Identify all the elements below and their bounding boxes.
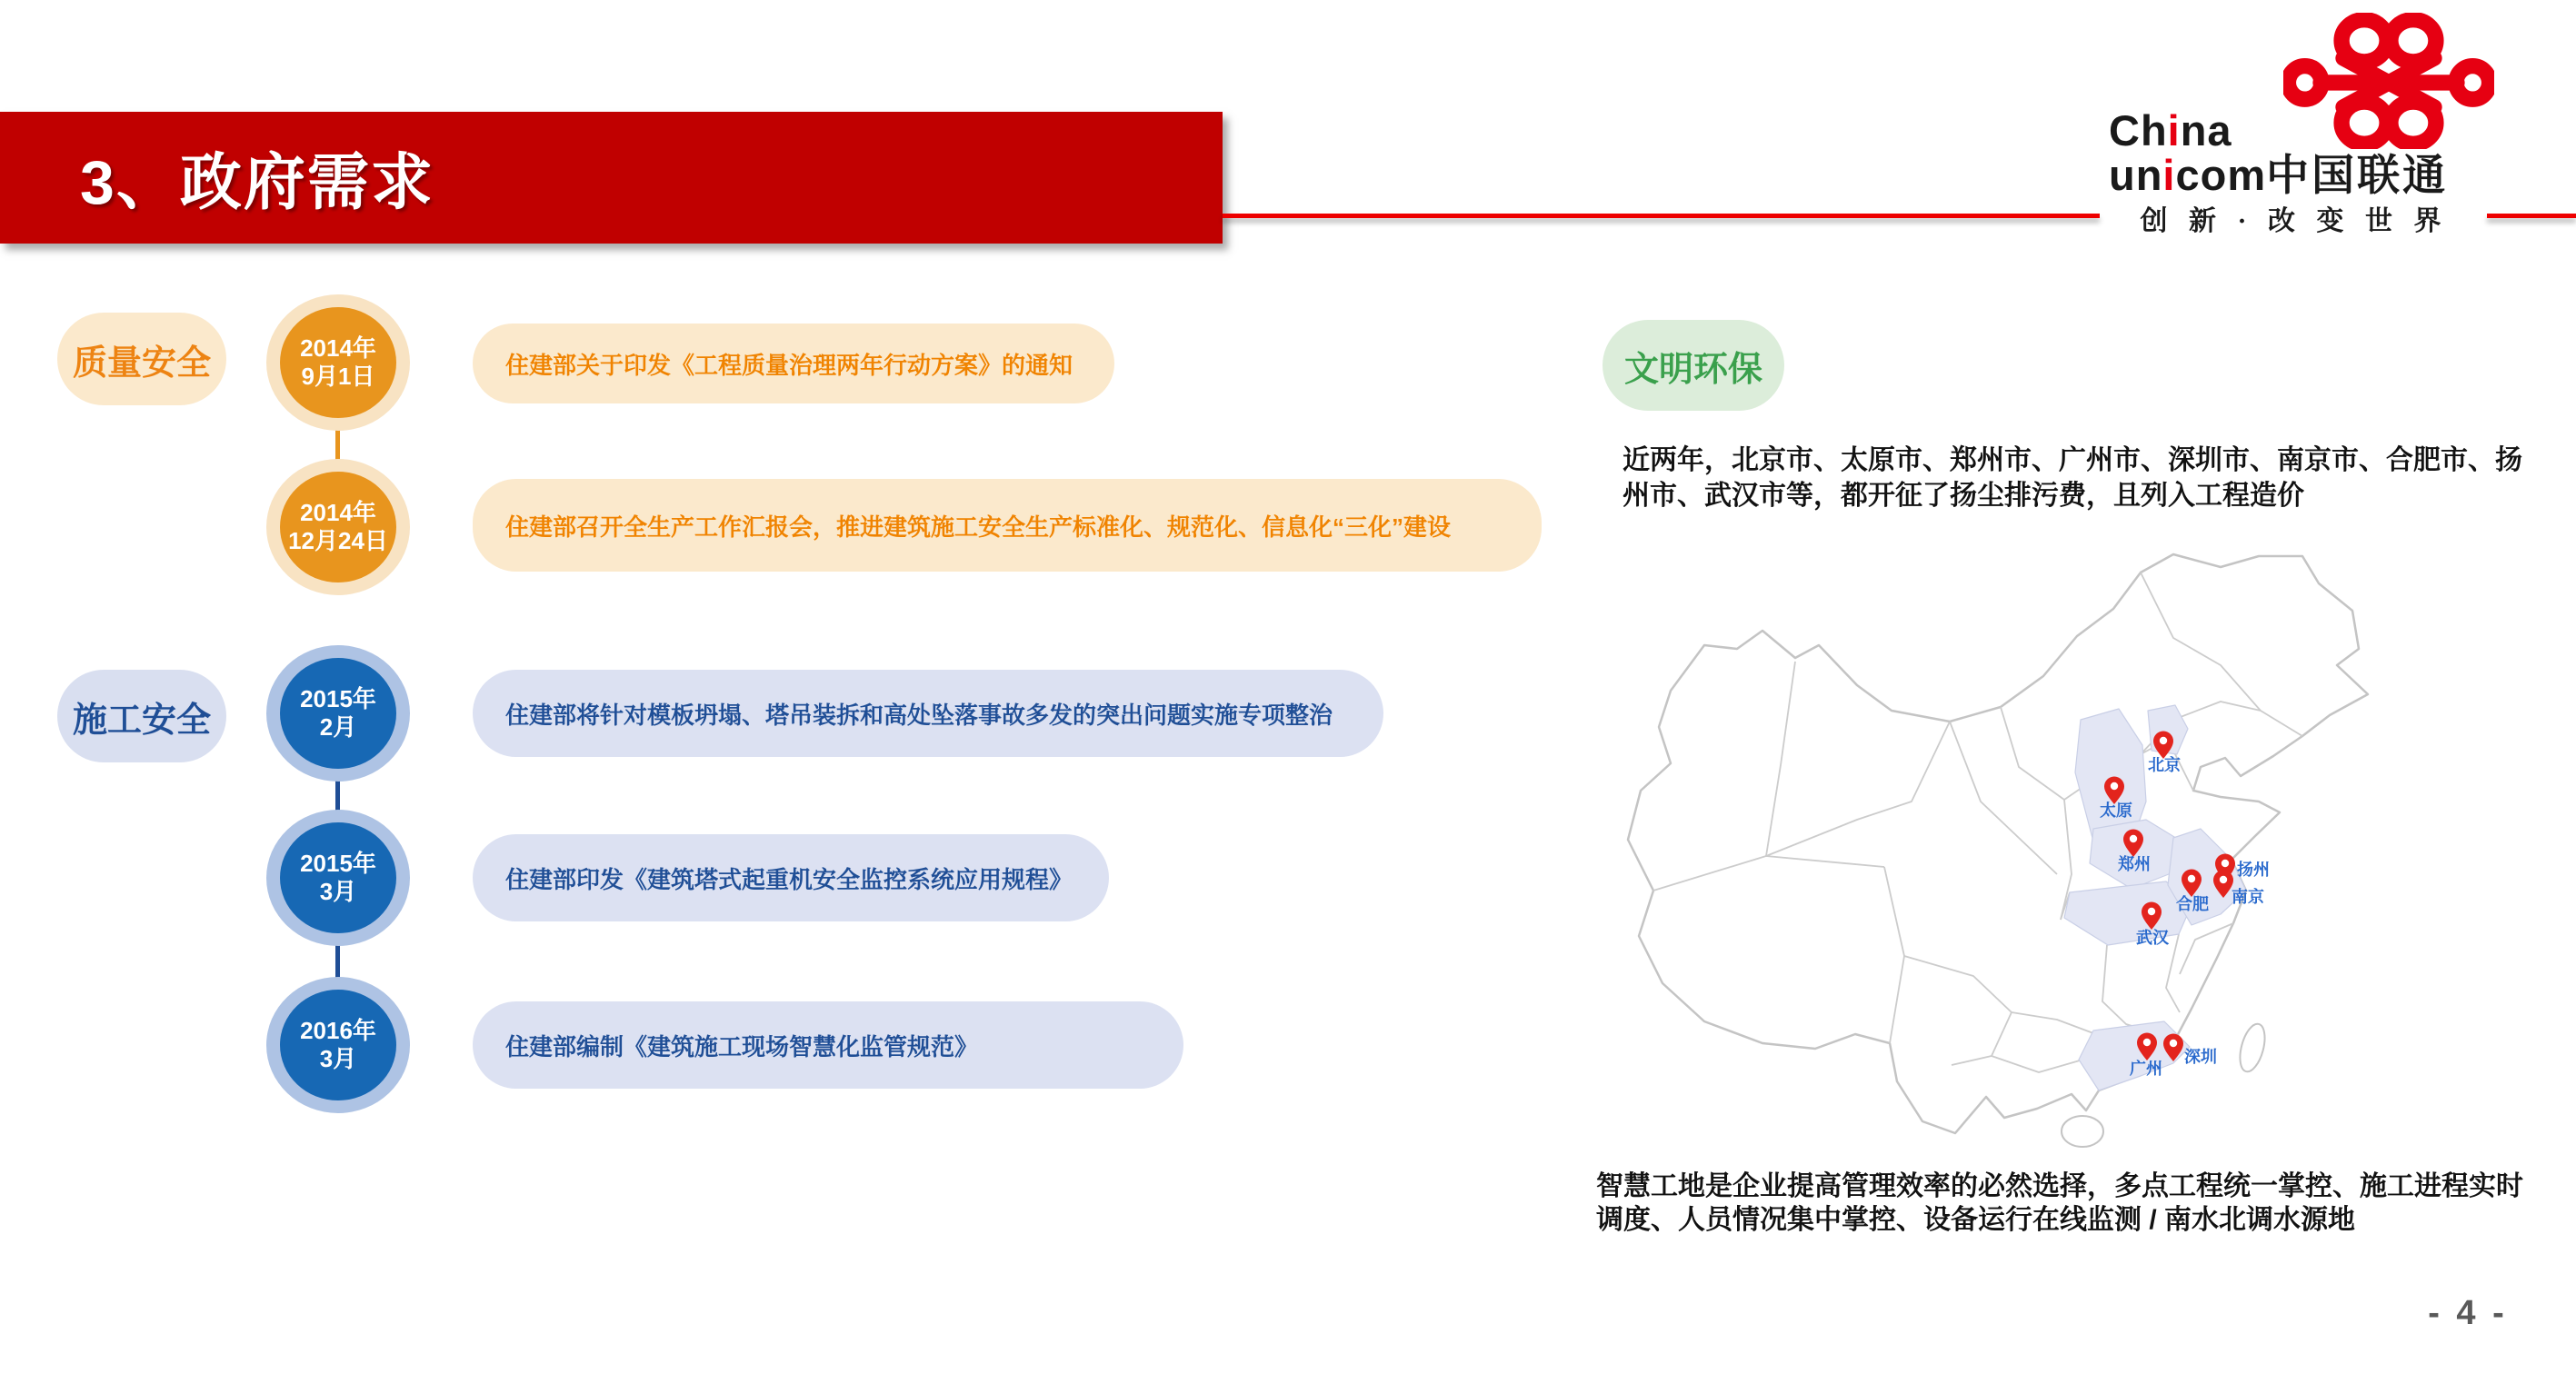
city-label-beijing: 北京 (2148, 756, 2181, 774)
header-rule-left (1223, 214, 2100, 218)
city-label-shenzhen: 深圳 (2184, 1048, 2217, 1066)
logo-line1: China (2109, 106, 2232, 154)
timeline-node-2014-12 (266, 459, 410, 595)
hainan-island (2062, 1116, 2103, 1147)
logo-tagline: 创 新 · 改 变 世 界 (2140, 206, 2449, 236)
timeline-node-2014-09 (266, 294, 410, 431)
city-label-yangzhou: 扬州 (2237, 861, 2270, 879)
city-label-nanjing: 南京 (2232, 888, 2264, 906)
group-label-quality-safety: 质量安全 (57, 313, 226, 405)
environment-summary-text: 智慧工地是企业提高管理效率的必然选择，多点工程统一掌控、施工进程实时调度、人员情况集中掌控、设备运行在线监测 / 南水北调水源地 (1596, 1171, 2523, 1235)
timeline-date: 2014年 9月1日 (280, 307, 396, 418)
timeline-date: 2016年 3月 (280, 990, 396, 1100)
timeline-date: 2014年 12月24日 (280, 472, 396, 582)
china-map (1584, 529, 2480, 1158)
timeline-node-2015-02 (266, 645, 410, 782)
environment-intro-text: 近两年，北京市、太原市、郑州市、广州市、深圳市、南京市、合肥市、扬州市、武汉市等，都开征了扬尘排污费，且列入工程造价 (1622, 445, 2522, 511)
timeline-event-text: 住建部编制《建筑施工现场智慧化监管规范》 (473, 1001, 1183, 1089)
city-label-wuhan: 武汉 (2136, 929, 2169, 947)
group-label-environment: 文明环保 (1603, 320, 1784, 411)
timeline-date: 2015年 2月 (280, 658, 396, 769)
timeline-event-text: 住建部将针对模板坍塌、塔吊装拆和高处坠落事故多发的突出问题实施专项整治 (473, 670, 1383, 757)
timeline-event-text: 住建部印发《建筑塔式起重机安全监控系统应用规程》 (473, 834, 1109, 921)
timeline-node-2016-03 (266, 977, 410, 1113)
page-title: 3、政府需求 (80, 148, 434, 217)
timeline-date: 2015年 3月 (280, 822, 396, 933)
timeline-node-2015-03 (266, 810, 410, 946)
header-rule-right (2487, 214, 2576, 218)
page-number: - 4 - (2428, 1294, 2508, 1332)
taiwan-island (2235, 1021, 2269, 1074)
title-banner (0, 112, 1223, 244)
logo-line2: unicom中国联通 (2109, 151, 2449, 199)
timeline-event-text: 住建部关于印发《工程质量治理两年行动方案》的通知 (473, 324, 1114, 403)
city-label-taiyuan: 太原 (2100, 802, 2132, 820)
city-label-zhengzhou: 郑州 (2118, 855, 2151, 873)
city-label-hefei: 合肥 (2176, 895, 2209, 913)
city-label-guangzhou: 广州 (2130, 1060, 2162, 1078)
timeline-connector (335, 945, 340, 981)
china-unicom-wordmark (2109, 106, 2449, 199)
timeline-event-text: 住建部召开全生产工作汇报会，推进建筑施工安全生产标准化、规范化、信息化“三化”建设 (473, 479, 1542, 572)
group-label-construction-safety: 施工安全 (57, 670, 226, 762)
